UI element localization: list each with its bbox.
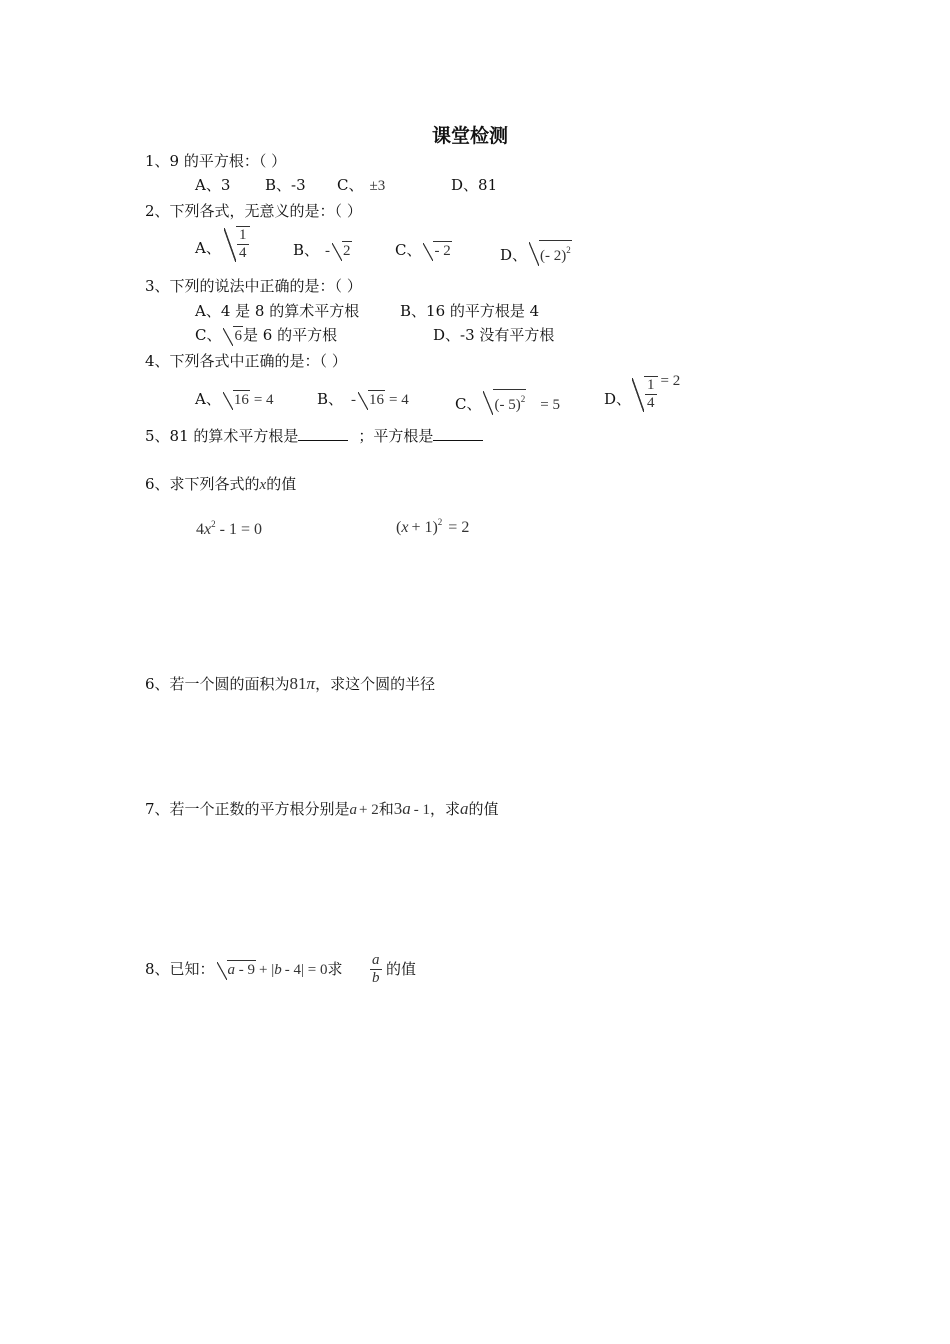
q6-equation-1 (196, 514, 262, 540)
q2-option-d-sqrt (529, 240, 572, 266)
q7-mid: 和 (378, 800, 394, 818)
q6-equation-2 (396, 512, 469, 538)
q5-text-1: 5、81 的算术平方根是 (145, 427, 299, 445)
q6-stem-post: 的值 (266, 475, 297, 493)
q2-option-d-exponent: 2 (566, 245, 571, 255)
q6-eq1-rest: - 1 = 0 (219, 521, 262, 538)
q6-eq2-open: ( (396, 519, 402, 536)
q6-eq2-exp: 2 (437, 517, 443, 527)
question-6-stem (145, 474, 296, 495)
q5-text-2: ；平方根是 (358, 427, 434, 445)
q2-option-b (293, 240, 352, 261)
q8-abs-pre: + | (259, 962, 275, 978)
q3-option-a: A、4 是 8 的算术平方根 (195, 302, 360, 320)
q8-frac-numerator: a (372, 952, 380, 968)
q4-option-b-label: B、 (317, 390, 344, 408)
q7-m1-rest: + 2 (359, 802, 379, 818)
q8-rad-rest: - 9 (238, 962, 256, 978)
q4-option-c-radicand: (- 5) (494, 397, 521, 413)
page-title: 课堂检测 (432, 125, 509, 147)
q4-option-c-sqrt (483, 389, 526, 415)
q7-m2-var: a (402, 799, 411, 818)
q4-option-a-label: A、 (195, 390, 221, 408)
q2-option-c-radicand: - 2 (434, 243, 451, 259)
q2-option-d-radicand: (- 2) (540, 248, 567, 264)
q4-option-a-sqrt (223, 390, 250, 410)
q4-option-d-label: D、 (604, 390, 632, 408)
question-8-stem (145, 959, 343, 980)
q5-blank-2[interactable] (433, 440, 483, 441)
q6-stem-pre: 6、求下列各式的 (145, 475, 260, 493)
q4-option-a-result: = 4 (253, 392, 274, 408)
question-1-stem: 1、9 的平方根：（ ） (145, 152, 287, 170)
q2-option-a-sqrt (224, 226, 250, 262)
q2-option-b-sqrt (332, 241, 352, 261)
q1-option-c (337, 175, 385, 196)
q7-stem-pre: 7、若一个正数的平方根分别是 (145, 800, 350, 818)
q3-option-d: D、-3 没有平方根 (433, 326, 555, 344)
q4-option-b-sign: - (351, 392, 357, 408)
q8-abs-var: b (274, 962, 282, 978)
question-4-stem: 4、下列各式中正确的是：（ ） (145, 352, 347, 370)
q3-option-c-radicand: 6 (234, 328, 242, 344)
q8-rad-var: a (227, 962, 236, 978)
q1-option-d: D、81 (451, 176, 498, 194)
question-3-stem: 3、下列的说法中正确的是：（ ） (145, 277, 362, 295)
q3-option-c (195, 325, 337, 346)
q4-option-c-exponent: 2 (520, 394, 526, 404)
q6-eq1-coef: 4 (196, 521, 204, 538)
q2-option-d-label: D、 (500, 246, 528, 264)
q5-blank-1[interactable] (298, 440, 348, 441)
q7-tail-pre: ，求 (430, 800, 461, 818)
q2-option-c-label: C、 (395, 241, 422, 259)
q2-option-a-label: A、 (195, 239, 221, 257)
q2-option-b-label: B、 (293, 241, 320, 259)
question-5 (145, 426, 483, 446)
question-6b-stem (145, 674, 435, 694)
q1-option-a: A、3 (195, 176, 231, 194)
q6b-stem-pre: 6、若一个圆的面积为 (145, 675, 290, 693)
q3-option-b: B、16 的平方根是 4 (400, 302, 540, 320)
q4-option-a-radicand: 16 (233, 392, 249, 408)
q8-fraction (370, 952, 382, 987)
q4-option-c-result: = 5 (540, 397, 560, 413)
q7-tail-post: 的值 (468, 800, 499, 818)
q4-option-d-result: = 2 (660, 372, 681, 389)
q1-option-c-label: C、 (337, 176, 364, 194)
q1-option-c-math: ±3 (369, 178, 386, 194)
q2-option-c-sqrt (423, 241, 451, 261)
q7-m2-rest: - 1 (413, 802, 431, 818)
q2-option-a-math (222, 226, 250, 262)
q3-option-c-sqrt (223, 326, 243, 346)
q6-eq2-var: x (401, 519, 409, 536)
q2-option-d (500, 240, 572, 266)
q7-tail-var: a (460, 799, 469, 818)
q6-eq1-exp: 2 (211, 519, 216, 529)
q8-stem-pre: 8、已知： (145, 960, 215, 978)
q2-option-c (395, 240, 452, 261)
q8-mid: 求 (327, 960, 343, 978)
q7-m1-var: a (349, 802, 358, 818)
q8-sqrt (217, 960, 257, 980)
q4-option-b (317, 389, 409, 410)
q4-option-c-label: C、 (455, 395, 482, 413)
q4-option-b-radicand: 16 (369, 392, 385, 408)
q2-option-b-radicand: 2 (343, 243, 351, 259)
q2-option-a-numerator: 1 (239, 227, 247, 243)
q2-option-b-sign: - (325, 243, 331, 259)
q6b-stem-post: ，求这个圆的半径 (315, 675, 436, 693)
q3-option-c-label: C、 (195, 326, 222, 344)
question-2-stem: 2、下列各式，无意义的是：（ ） (145, 202, 362, 220)
q8-abs-rest: - 4| = 0 (284, 962, 328, 978)
q4-option-a (195, 389, 274, 410)
q6-eq1-var: x (204, 521, 212, 538)
q1-option-b: B、-3 (265, 176, 306, 194)
q4-option-d-sqrt (632, 376, 658, 412)
q7-m2-coef: 3 (393, 799, 403, 818)
q4-option-c (455, 389, 560, 415)
q4-option-d-numerator: 1 (647, 377, 655, 393)
q6b-math-number: 81 (289, 674, 307, 693)
q4-option-b-sqrt (358, 390, 385, 410)
q8-stem-post: 的值 (386, 960, 417, 978)
q4-option-d-denominator: 4 (647, 395, 655, 411)
q6-eq2-result: = 2 (448, 519, 470, 536)
q2-option-a-denominator: 4 (239, 245, 247, 261)
question-7-stem (145, 799, 499, 820)
q4-option-d-math (630, 372, 681, 412)
q4-option-b-result: = 4 (389, 392, 409, 408)
q8-frac-denominator: b (372, 970, 380, 986)
q6-eq2-rest: + 1) (411, 519, 438, 536)
q6-stem-var: x (259, 477, 267, 493)
q3-option-c-text: 是 6 的平方根 (242, 326, 338, 344)
q6b-math-pi: π (306, 674, 316, 693)
